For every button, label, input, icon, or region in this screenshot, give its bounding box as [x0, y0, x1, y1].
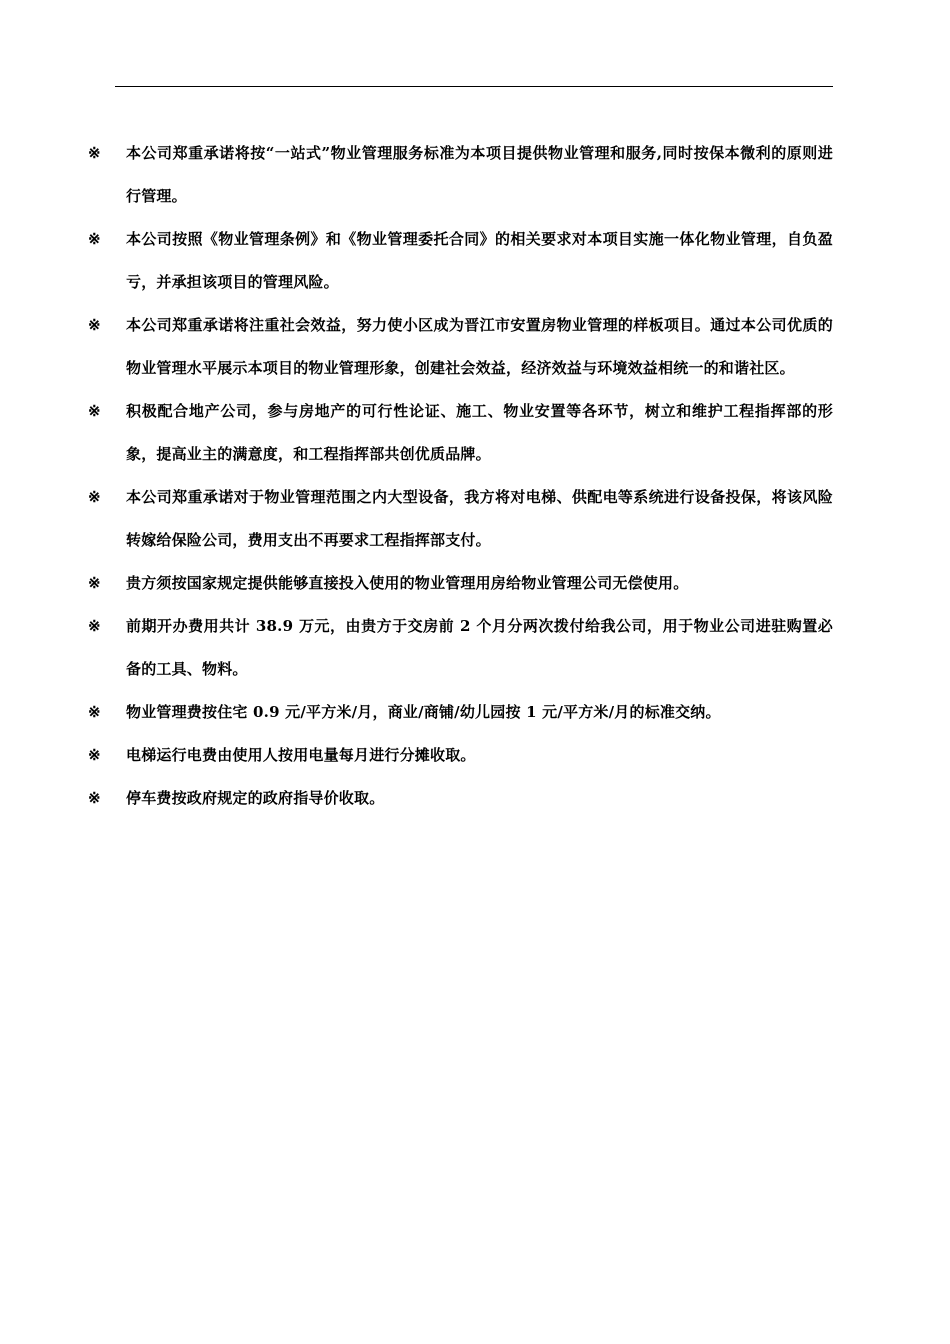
reference-mark-icon: ※ — [88, 488, 101, 506]
list-item — [88, 691, 833, 734]
reference-mark-icon: ※ — [88, 230, 101, 248]
list-item-text: 电梯运行电费由使用人按用电量每月进行分摊收取。 — [126, 746, 476, 764]
reference-mark-icon: ※ — [88, 746, 101, 764]
list-item — [88, 132, 833, 218]
reference-mark-icon: ※ — [88, 574, 101, 592]
list-item — [88, 734, 833, 777]
list-item-text: 积极配合地产公司，参与房地产的可行性论证、施工、物业安置等各环节，树立和维护工程指挥部的形象，提高业主的满意度，和工程指挥部共创优质品牌。 — [126, 402, 833, 463]
list-item-text: 停车费按政府规定的政府指导价收取。 — [126, 789, 385, 807]
list-item — [88, 390, 833, 476]
header-rule — [115, 86, 833, 87]
commitment-list — [88, 132, 833, 820]
list-item — [88, 562, 833, 605]
list-item — [88, 476, 833, 562]
reference-mark-icon: ※ — [88, 144, 101, 162]
list-item-text: 前期开办费用共计 38.9 万元，由贵方于交房前 2 个月分两次拨付给我公司，用于物业公司进驻购置必备的工具、物料。 — [126, 617, 833, 678]
reference-mark-icon: ※ — [88, 402, 101, 420]
list-item — [88, 777, 833, 820]
list-item-text: 本公司按照《物业管理条例》和《物业管理委托合同》的相关要求对本项目实施一体化物业管理，自负盈亏，并承担该项目的管理风险。 — [126, 230, 833, 291]
reference-mark-icon: ※ — [88, 617, 101, 635]
list-item-text: 贵方须按国家规定提供能够直接投入使用的物业管理用房给物业管理公司无偿使用。 — [126, 574, 689, 592]
reference-mark-icon: ※ — [88, 789, 101, 807]
list-item — [88, 605, 833, 691]
list-item — [88, 218, 833, 304]
reference-mark-icon: ※ — [88, 703, 101, 721]
reference-mark-icon: ※ — [88, 316, 101, 334]
list-item-text: 本公司郑重承诺将注重社会效益，努力使小区成为晋江市安置房物业管理的样板项目。通过本公司优质的物业管理水平展示本项目的物业管理形象，创建社会效益，经济效益与环境效益相统一的和谐社区。 — [126, 316, 833, 377]
list-item — [88, 304, 833, 390]
list-item-text: 本公司郑重承诺对于物业管理范围之内大型设备，我方将对电梯、供配电等系统进行设备投保，将该风险转嫁给保险公司，费用支出不再要求工程指挥部支付。 — [126, 488, 833, 549]
list-item-text: 物业管理费按住宅 0.9 元/平方米/月，商业/商铺/幼儿园按 1 元/平方米/月的标准交纳。 — [126, 703, 721, 721]
list-item-text: 本公司郑重承诺将按“一站式”物业管理服务标准为本项目提供物业管理和服务,同时按保本微利的原则进行管理。 — [126, 144, 833, 205]
